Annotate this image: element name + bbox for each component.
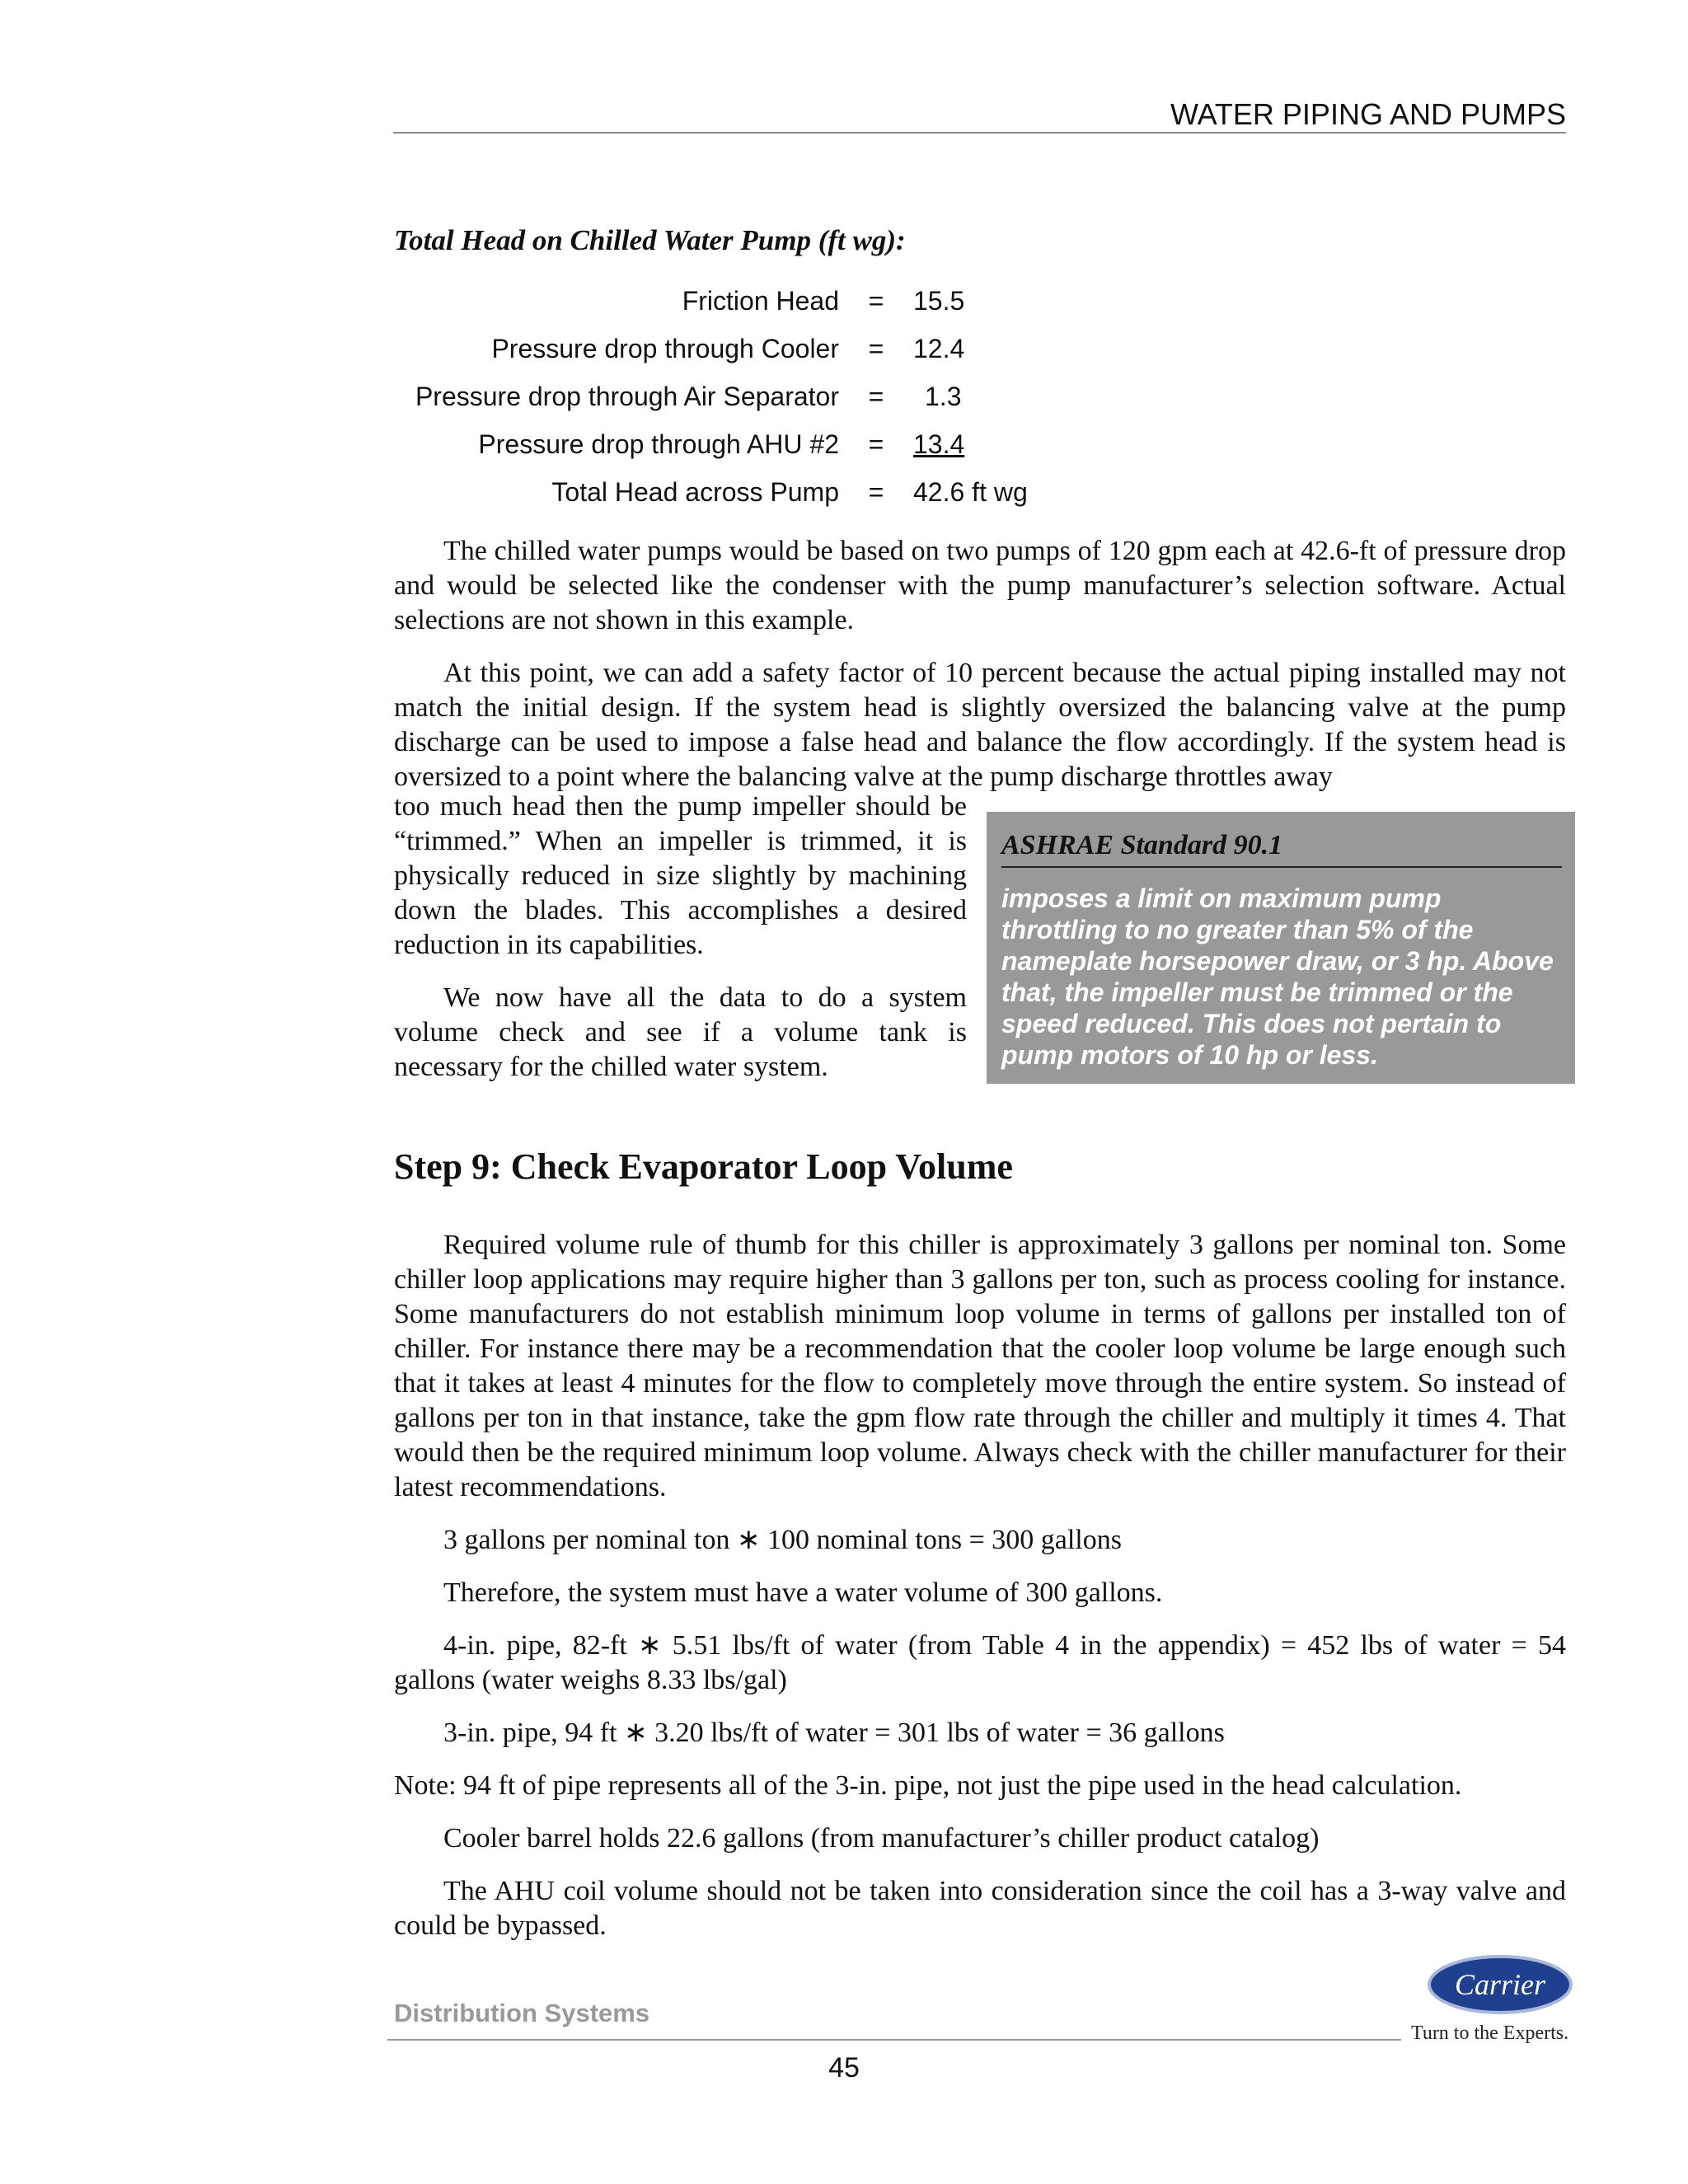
paragraph-rule-of-thumb: Required volume rule of thumb for this chiller is approximately 3 gallons per nominal ton. Some chiller loop applications may require higher than 3 gallons per ton, such as process cooling for instance. Some manufacturers do not establish minimum loop volume in terms of gallons per installed ton of chiller. For instance there may be a recommendation that the cooler loop volume be large enough such that it takes at least 4 minutes for the flow to completely move through the entire system. So instead of gallons per ton in that instance, take the gpm flow rate through the chiller and multiply it times 4. That would then be the required minimum loop volume. Always check with the chiller manufacturer for their latest recommendations. bbox=[394, 1230, 1566, 1502]
calc-line-cooler-barrel: Cooler barrel holds 22.6 gallons (from manufacturer’s chiller product catalog) bbox=[443, 1823, 1320, 1854]
step-body bbox=[394, 1228, 1566, 1961]
paragraph-ahu-coil: The AHU coil volume should not be taken into consideration since the coil has a 3-way valve and could be bypassed. bbox=[394, 1876, 1566, 1941]
row-label: Friction Head bbox=[682, 285, 839, 316]
head-calculation-table bbox=[394, 277, 1078, 516]
calc-line-4in-pipe: 4-in. pipe, 82-ft ∗ 5.51 lbs/ft of water (from Table 4 in the appendix) = 452 lbs of water = 54 gallons (water weighs 8.33 lbs/gal) bbox=[394, 1630, 1566, 1695]
logo-text: Carrier bbox=[1454, 1968, 1546, 2001]
row-label: Total Head across Pump bbox=[551, 476, 839, 507]
note-line: Note: 94 ft of pipe represents all of the 3-in. pipe, not just the pipe used in the head calculation. bbox=[394, 1770, 1462, 1801]
row-value-text: 12.4 bbox=[913, 333, 965, 363]
row-label: Pressure drop through Cooler bbox=[491, 333, 839, 363]
row-value bbox=[913, 373, 1078, 420]
callout-title: ASHRAE Standard 90.1 bbox=[1001, 830, 1562, 868]
row-label: Pressure drop through Air Separator bbox=[415, 381, 839, 411]
row-value bbox=[913, 325, 1078, 373]
calc-line-required-volume: 3 gallons per nominal ton ∗ 100 nominal tons = 300 gallons bbox=[443, 1525, 1122, 1555]
table-row bbox=[394, 325, 1078, 373]
footer-tagline: Turn to the Experts. bbox=[1411, 2022, 1569, 2044]
paragraph-volume-check: We now have all the data to do a system volume check and see if a volume tank is necessary for the chilled water system. bbox=[394, 982, 967, 1082]
row-equals: = bbox=[868, 476, 884, 507]
row-value-text: 42.6 ft wg bbox=[913, 476, 1028, 507]
row-equals: = bbox=[868, 333, 884, 363]
footer-rule bbox=[387, 2039, 1401, 2041]
row-label: Pressure drop through AHU #2 bbox=[478, 429, 839, 459]
row-equals: = bbox=[868, 285, 884, 316]
header-rule bbox=[393, 132, 1566, 134]
row-value-text: 15.5 bbox=[913, 285, 965, 316]
running-header: WATER PIPING AND PUMPS bbox=[1170, 97, 1566, 131]
footer-section-name: Distribution Systems bbox=[394, 1999, 650, 2027]
table-row bbox=[394, 468, 1078, 516]
row-equals: = bbox=[868, 429, 884, 459]
table-row bbox=[394, 277, 1078, 325]
paragraph-safety-factor: At this point, we can add a safety factor of 10 percent because the actual piping installed may not match the initial design. If the system head is slightly oversized the balancing valve at the pump discharge can be used to impose a false head and balance the flow accordingly. If the system head is oversized to a point where the balancing valve at the pump discharge throttles away bbox=[394, 658, 1566, 792]
step-heading: Step 9: Check Evaporator Loop Volume bbox=[394, 1146, 1013, 1187]
row-value-text: 13.4 bbox=[913, 429, 965, 459]
row-equals: = bbox=[868, 381, 884, 411]
ashrae-callout-box bbox=[987, 812, 1575, 1084]
row-value bbox=[913, 468, 1078, 516]
row-value-text: 1.3 bbox=[925, 381, 962, 411]
table-row bbox=[394, 373, 1078, 420]
table-row bbox=[394, 420, 1078, 468]
page-number: 45 bbox=[828, 2052, 860, 2083]
calc-line-therefore: Therefore, the system must have a water volume of 300 gallons. bbox=[443, 1577, 1163, 1608]
paragraph-pump-selection: The chilled water pumps would be based on two pumps of 120 gpm each at 42.6-ft of pressure drop and would be selected like the condenser with the pump manufacturer’s selection software. Actual selections are not shown in this example. bbox=[394, 536, 1566, 635]
paragraph-impeller-trim: too much head then the pump impeller should be “trimmed.” When an impeller is trimmed, it is physically reduced in size slightly by machining down the blades. This accomplishes a desired reduction in its capabilities. bbox=[394, 791, 967, 960]
callout-body: imposes a limit on maximum pump throttling to no greater than 5% of the nameplate horsepower draw, or 3 hp. Above that, the impeller must be trimmed or the speed reduced. This does not pertain to pump motors of 10 hp or less. bbox=[1001, 883, 1554, 1070]
row-value bbox=[913, 277, 1078, 325]
section-title: Total Head on Chilled Water Pump (ft wg): bbox=[394, 224, 906, 256]
calc-line-3in-pipe: 3-in. pipe, 94 ft ∗ 3.20 lbs/ft of water = 301 lbs of water = 36 gallons bbox=[443, 1718, 1225, 1748]
row-value bbox=[913, 420, 1078, 468]
